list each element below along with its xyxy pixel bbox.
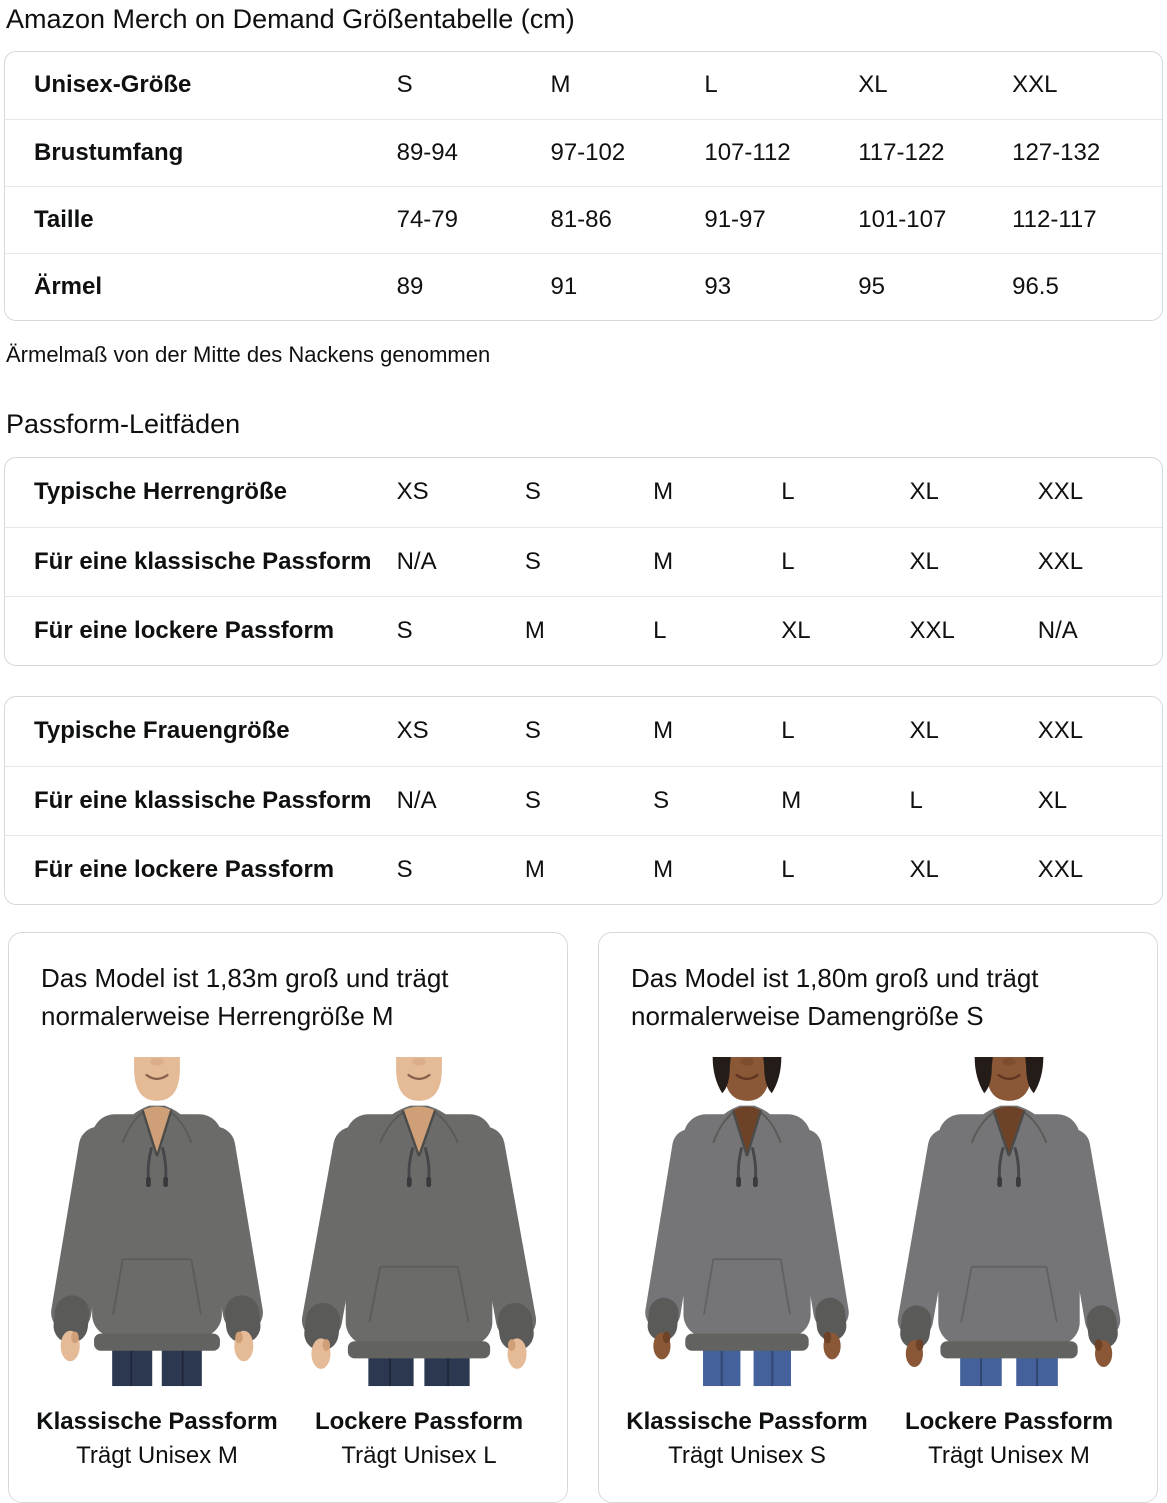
cell: XL	[906, 527, 1034, 596]
cell: M	[649, 527, 777, 596]
fit-guides-heading: Passform-Leitfäden	[6, 409, 241, 439]
cell: S	[521, 527, 649, 596]
cell: XL	[854, 52, 1008, 119]
model-description: Das Model ist 1,80m groß und trägt normalerweise Damengröße S	[631, 963, 1039, 1031]
cell: XXL	[1037, 855, 1084, 883]
cell: M	[649, 458, 777, 527]
cell: N/A	[393, 766, 521, 835]
table-row	[5, 119, 1162, 186]
model-photo	[33, 1049, 281, 1394]
size-label: Trägt Unisex M	[928, 1442, 1090, 1469]
cell: 74-79	[393, 186, 547, 253]
cell: M	[524, 855, 545, 883]
cell: L	[777, 697, 905, 766]
table-row	[5, 596, 1162, 665]
model-figure-womens-classic	[623, 1049, 871, 1474]
cell: 107-112	[700, 119, 854, 186]
cell: XL	[781, 616, 811, 644]
row-label: Taille	[5, 186, 393, 253]
model-figure-womens-loose	[885, 1049, 1133, 1474]
model-photo	[623, 1049, 871, 1394]
row-label: Für eine lockere Passform	[34, 616, 335, 644]
cell: N/A	[1037, 616, 1078, 644]
size-label: Trägt Unisex M	[76, 1442, 238, 1469]
model-cards	[8, 932, 1163, 1503]
figure-row	[33, 1049, 543, 1474]
fit-label: Klassische Passform	[36, 1408, 278, 1435]
cell: L	[700, 52, 854, 119]
cell: XXL	[909, 616, 955, 644]
table-row	[5, 253, 1162, 320]
cell: 117-122	[854, 119, 1008, 186]
cell: XXL	[1034, 527, 1162, 596]
figure-row	[623, 1049, 1133, 1474]
table-row	[5, 835, 1162, 904]
cell: M	[546, 52, 700, 119]
cell: S	[521, 458, 649, 527]
size-label: Trägt Unisex L	[341, 1442, 497, 1469]
table-row	[5, 766, 1162, 835]
womens-model-card	[598, 932, 1158, 1503]
cell: 93	[704, 272, 732, 300]
row-label: Typische Herrengröße	[5, 458, 393, 527]
cell: 81-86	[546, 186, 700, 253]
cell: S	[521, 766, 649, 835]
model-photo	[885, 1049, 1133, 1394]
cell: S	[649, 766, 777, 835]
row-label: Typische Frauengröße	[5, 697, 393, 766]
cell: XL	[906, 458, 1034, 527]
cell: XL	[909, 855, 939, 883]
cell: XXL	[1034, 458, 1162, 527]
model-photo	[295, 1049, 543, 1394]
mens-model-card	[8, 932, 568, 1503]
cell: L	[777, 458, 905, 527]
table-row	[5, 697, 1162, 766]
table-row	[5, 186, 1162, 253]
unisex-size-table	[4, 51, 1163, 321]
cell: XXL	[1034, 697, 1162, 766]
mens-fit-table	[4, 457, 1163, 666]
row-label: Brustumfang	[5, 119, 393, 186]
cell: XXL	[1008, 52, 1162, 119]
fit-label: Klassische Passform	[626, 1408, 868, 1435]
cell: L	[906, 766, 1034, 835]
model-description: Das Model ist 1,83m groß und trägt normalerweise Herrengröße M	[41, 963, 449, 1031]
cell: M	[653, 855, 674, 883]
cell: 91-97	[700, 186, 854, 253]
row-label: Für eine klassische Passform	[5, 527, 393, 596]
table-row	[5, 458, 1162, 527]
cell: 96.5	[1012, 272, 1059, 300]
cell: XL	[906, 697, 1034, 766]
cell: M	[524, 616, 545, 644]
cell: M	[649, 697, 777, 766]
cell: N/A	[393, 527, 521, 596]
sleeve-measure-note: Ärmelmaß von der Mitte des Nackens genommen	[6, 342, 491, 367]
cell: 91	[550, 272, 578, 300]
cell: 97-102	[546, 119, 700, 186]
cell: S	[396, 855, 413, 883]
model-figure-mens-classic	[33, 1049, 281, 1474]
row-label: Für eine klassische Passform	[5, 766, 393, 835]
cell: XL	[1034, 766, 1162, 835]
row-label: Für eine lockere Passform	[34, 855, 335, 883]
fit-label: Lockere Passform	[314, 1408, 524, 1435]
cell: 89-94	[393, 119, 547, 186]
cell: XS	[393, 458, 521, 527]
cell: 89	[396, 272, 424, 300]
cell: M	[777, 766, 905, 835]
cell: S	[393, 52, 547, 119]
size-label: Trägt Unisex S	[668, 1442, 826, 1469]
row-label: Unisex-Größe	[5, 52, 393, 119]
cell: 95	[858, 272, 885, 300]
fit-label: Lockere Passform	[904, 1408, 1114, 1435]
cell: XS	[393, 697, 521, 766]
cell: 101-107	[854, 186, 1008, 253]
cell: S	[521, 697, 649, 766]
cell: L	[653, 616, 667, 644]
cell: L	[777, 527, 905, 596]
cell: L	[781, 855, 795, 883]
table-row	[5, 52, 1162, 119]
model-figure-mens-loose	[295, 1049, 543, 1474]
cell: 112-117	[1008, 186, 1162, 253]
cell: S	[396, 616, 413, 644]
table-row	[5, 527, 1162, 596]
womens-fit-table	[4, 696, 1163, 905]
row-label: Ärmel	[34, 272, 103, 300]
cell: 127-132	[1008, 119, 1162, 186]
page-title: Amazon Merch on Demand Größentabelle (cm)	[6, 4, 575, 34]
